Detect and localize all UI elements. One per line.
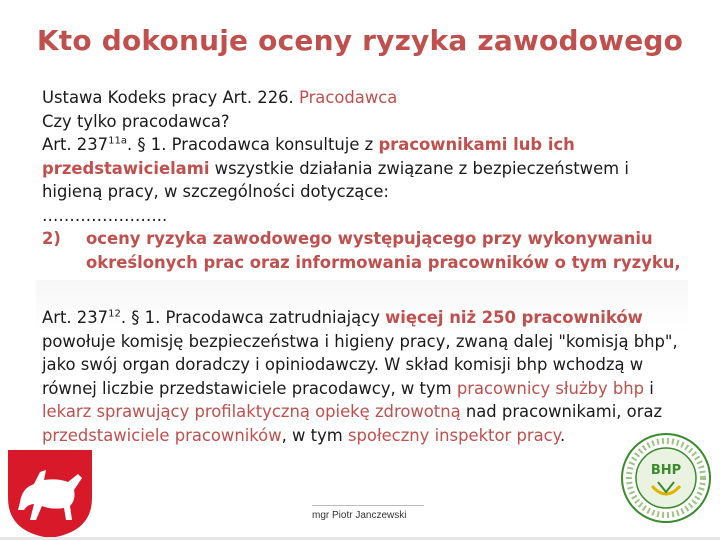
legal-text-block-2 — [42, 306, 682, 447]
text-span: i — [644, 378, 654, 398]
footer-author: mgr Piotr Janczewski — [312, 510, 407, 521]
text-line — [42, 86, 682, 110]
article-superscript: 12 — [108, 308, 121, 320]
bhp-seal-logo — [620, 432, 712, 524]
text-span: Art. 237 — [42, 135, 109, 154]
highlight-doctor: lekarz sprawujący profilaktyczną opiekę zdrowotną — [42, 402, 461, 421]
article-superscript: 11a — [108, 135, 127, 147]
text-span: . § 1. Pracodawca konsultuje z — [126, 135, 379, 154]
highlight-representatives: przedstawicielami — [42, 158, 210, 178]
highlight-inspector: społeczny inspektor pracy — [347, 425, 561, 445]
footer-divider — [312, 505, 424, 506]
text-span: . — [560, 425, 566, 445]
highlight-bhp-staff: pracownicy służby bhp — [456, 378, 645, 398]
ellipsis-line: ………………….. — [42, 205, 168, 225]
highlight-workers: pracownikami lub ich — [378, 135, 575, 154]
list-text: oceny ryzyka zawodowego występującego przy wykonywaniu określonych prac oraz informowania pracowników o tym ryzyku, — [86, 229, 681, 272]
seal-text: BHP — [650, 463, 682, 478]
text-span: Art. 237 — [42, 308, 109, 327]
list-item — [42, 227, 682, 274]
slide-title: Kto dokonuje oceny ryzyka zawodowego — [36, 24, 684, 57]
text-line: higieną pracy, w szczególności dotyczące: — [42, 182, 389, 201]
text-span: nad pracownikami, oraz — [460, 402, 663, 421]
text-span: Ustawa Kodeks pracy Art. 226. — [42, 88, 299, 107]
legal-text-block-1 — [42, 86, 682, 274]
text-span: . § 1. Pracodawca zatrudniający — [120, 308, 386, 327]
text-line — [42, 157, 682, 181]
text-line: Czy tylko pracodawca? — [42, 111, 230, 131]
text-span: wszystkie działania związane z bezpieczeństwem i — [209, 158, 629, 178]
highlight-employer: Pracodawca — [298, 88, 398, 107]
crest-logo — [0, 440, 100, 540]
text-span: powołuje komisję bezpieczeństwa i higieny pracy, zwaną dalej "komisją bhp", jako swój organ doradczy i opiniodawczy. W skład komisji bhp wchodzą w równej liczbie przedstawiciele pracodawcy, w tym — [42, 331, 678, 398]
highlight-worker-reps: przedstawiciele pracowników — [42, 425, 282, 445]
text-span: , w tym — [281, 425, 348, 445]
text-line — [42, 133, 682, 157]
highlight-250: więcej niż 250 pracowników — [385, 308, 643, 327]
list-number: 2) — [42, 229, 61, 248]
